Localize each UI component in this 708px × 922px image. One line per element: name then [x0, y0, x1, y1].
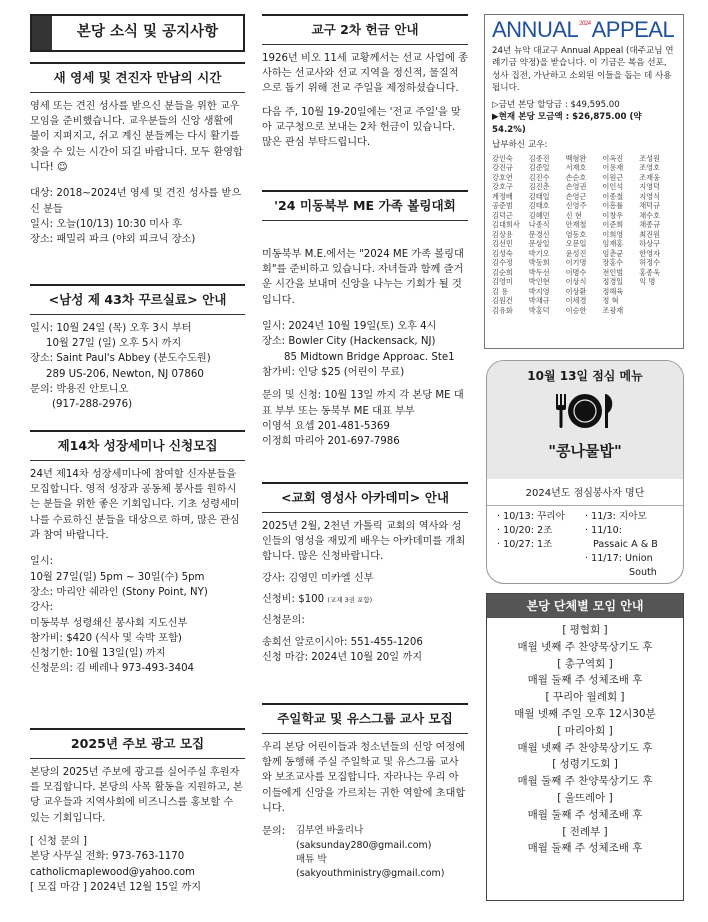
donor-name: 김 용 — [492, 286, 509, 296]
donor-name: 안재철 — [565, 220, 587, 230]
contact-line-2: (917-288-2976) — [52, 399, 133, 411]
inquiry-label: 문의: — [262, 826, 286, 838]
donor-name: 정해육 — [602, 286, 624, 296]
place-line-1: 장소: Saint Paul's Abbey (분도수도원) — [30, 353, 211, 365]
menu-header — [487, 361, 683, 479]
apply-line: 문의 및 신청: 10월 13일 까지 각 본당 ME 대표 부부 또는 동북부 ME 대표 부부 — [262, 390, 464, 417]
date-line-2: 10월 27일 (일) 오후 5시 까지 — [46, 338, 182, 350]
section-body: 우리 본당 어린이들과 청소년들의 신앙 여정에 함께 동행해 주실 주일학교 및 유스그룹 교사와 보조교사를 모집합니다. 자라나는 우리 아이들에게 신앙을 가르치는 귀한 역할에 초대합니다. — [262, 741, 466, 815]
contact-block — [262, 824, 468, 881]
contact-line-1: 문의: 박용진 안토니오 — [30, 384, 129, 396]
annual-appeal-logo — [492, 19, 676, 41]
section-bulletin-ad — [30, 728, 245, 895]
donor-name: 이원근 — [602, 172, 624, 182]
donor-name: 박지영 — [528, 286, 550, 296]
group-time: 매월 넷째 주일 오후 12시30분 — [514, 707, 656, 720]
section-second-collection — [262, 14, 468, 151]
donor-name: 김유화 — [492, 305, 513, 315]
contact-2-name: 매튜 박 — [296, 853, 327, 865]
donor-name: 임춘균 — [602, 248, 624, 258]
donor-name: 김원건 — [492, 296, 513, 306]
group-time: 매월 둘째 주 성체조배 후 — [527, 808, 643, 821]
donor-name — [639, 296, 676, 306]
menu-title: 10월 13일 점심 메뉴 — [527, 369, 643, 383]
donor-name: 이명수 — [565, 267, 587, 277]
section-title: 2025년 주보 광고 모집 — [30, 730, 245, 759]
volunteer-item: · 11/10: — [585, 524, 622, 536]
section-body: 24년 제14차 성장세미나에 참여할 신자분들을 모집합니다. 영적 성장과 공동체 봉사를 원하시는 분들을 위한 좋은 기회입니다. 기초 성령세미나를 수료하신 분들을 대상으로 하며, 많은 관심과 참여 바랍니다. — [30, 468, 240, 542]
date-line-1: 일시: 10월 24일 (목) 오후 3시 부터 — [30, 322, 192, 334]
donor-name: 문상일 — [528, 239, 550, 249]
section-title: 교구 2차 헌금 안내 — [262, 16, 468, 45]
contact-2: 이정희 마리아 201-697-7986 — [262, 436, 400, 448]
donor-name: 강호연 — [492, 172, 513, 182]
date-line: 일시: 오늘(10/13) 10:30 미사 후 — [30, 218, 182, 230]
donor-name: 이흥률 — [602, 201, 624, 211]
deadline-line: 신청 마감: 2024년 10월 20일 까지 — [262, 651, 423, 663]
email-line[interactable]: catholicmaplewood@yahoo.com — [30, 866, 195, 878]
donor-name: 김혜민 — [528, 210, 550, 220]
donor-name: 백형완 — [565, 153, 587, 163]
speaker-line: 미동북부 성령쇄신 봉사회 지도신부 — [30, 617, 188, 629]
donor-name: 박동희 — [528, 258, 550, 268]
donor-name: 김종진 — [528, 153, 550, 163]
donor-name: 이준희 — [602, 220, 624, 230]
group-name: [ 꾸리아 월례회 ] — [545, 691, 625, 704]
section-body: 2025년 2월, 2천년 가톨릭 교회의 역사와 성인들의 영성을 재밌게 배우는 아카데미를 개최합니다. 많은 신청바랍니다. — [262, 520, 466, 563]
donor-name: 전인범 — [602, 267, 624, 277]
donor-name: 공준범 — [492, 201, 513, 211]
group-time: 매월 둘째 주 성체조배 후 — [527, 842, 643, 855]
donor-name: 김성숙 — [492, 248, 513, 258]
volunteer-label: 2024년도 점심봉사자 명단 — [487, 479, 683, 506]
donor-name: 김수정 — [492, 258, 513, 268]
donor-name: 장홍수 — [602, 258, 624, 268]
donor-name: 서재호 — [565, 163, 587, 173]
volunteer-right-list — [585, 510, 673, 580]
volunteer-item: · 11/3: 지아모 — [585, 511, 647, 522]
donor-name: 한영자 — [639, 248, 661, 258]
group-name: [ 전례부 ] — [562, 825, 608, 838]
group-time: 매월 둘째 주 찬양묵상기도 후 — [517, 775, 653, 788]
donor-name: 김태일 — [528, 191, 550, 201]
volunteer-item: · 10/13: 꾸리아 — [497, 511, 565, 522]
donor-name: 윤성진 — [565, 248, 587, 258]
fee-value: $100 — [298, 594, 325, 606]
fee-line: 참가비: $420 (식사 및 숙박 포함) — [30, 632, 182, 644]
date-line: 10월 27일(일) 5pm ~ 30일(수) 5pm — [30, 571, 205, 583]
deadline-line: 신청기한: 10월 13일(일) 까지 — [30, 648, 166, 660]
donor-name: 박두선 — [528, 267, 550, 277]
donor-name — [639, 306, 676, 316]
inquiry-line: 송희선 알로이시아: 551-455-1206 — [262, 636, 423, 648]
donor-name: 손순호 — [565, 172, 587, 182]
appeal-goal: ▷금년 본당 할당금 : $49,595.00 — [492, 99, 620, 110]
group-list — [487, 618, 683, 857]
section-cursillo — [30, 284, 245, 413]
section-bowling — [262, 190, 468, 449]
inquiry-line: 신청문의: 김 베레나 973-493-3404 — [30, 663, 195, 675]
group-time: 매월 둘째 주 성체조배 후 — [527, 674, 643, 687]
donor-name: 조재웅 — [639, 172, 661, 182]
logo-year: 2024 — [579, 21, 591, 27]
donor-name: 정경일 — [602, 277, 624, 287]
section-title: 주일학교 및 유스그룹 교사 모집 — [262, 705, 468, 734]
donor-name: 이종철 — [602, 191, 624, 201]
fee-label: 신청비: — [262, 594, 295, 606]
place-line: 장소: 마리안 쉐라인 (Stony Point, NY) — [30, 586, 208, 598]
fee-note: (교재 3권 포함) — [327, 596, 373, 605]
phone-line: 본당 사무실 전화: 973-763-1170 — [30, 851, 185, 863]
group-time: 매월 넷째 주 찬양묵상기도 후 — [517, 640, 653, 653]
donor-name — [639, 287, 676, 297]
group-time: 매월 넷째 주 찬양묵상기도 후 — [517, 741, 653, 754]
section-body: 미동북부 M.E.에서는 "2024 ME 가족 볼링대회"를 준비하고 있습니다. 자녀들과 함께 즐거운 시간을 보내며 신앙을 나누는 기회가 될 것입니다. — [262, 248, 464, 306]
donor-name: 채종규 — [639, 220, 661, 230]
lunch-menu-box — [486, 360, 684, 584]
donor-name: 김상용 — [492, 229, 513, 239]
donor-name: 계정배 — [492, 191, 513, 201]
contact-1: 이영석 요셉 201-481-5369 — [262, 420, 390, 432]
speaker-line: 강사: 김영민 미카엘 신부 — [262, 572, 374, 584]
place-line-1: 장소: Bowler City (Hackensack, NJ) — [262, 336, 436, 348]
section-new-baptized — [30, 62, 245, 248]
donor-name: 박채규 — [528, 296, 550, 306]
donor-name: 이세경 — [565, 296, 587, 306]
date-line: 일시: 2024년 10월 19일(토) 오후 4시 — [262, 321, 437, 333]
deadline-line: [ 모집 마감 ] 2024년 12월 15일 까지 — [30, 881, 202, 893]
donor-name: 이창우 — [602, 210, 624, 220]
donor-name: 지영식 — [639, 191, 661, 201]
section-title: 새 영세 및 견진자 만남의 시간 — [30, 64, 245, 93]
donor-name: 조영호 — [639, 163, 661, 173]
donor-name: 이희영 — [602, 229, 624, 239]
donors-label: 납부하신 교우: — [492, 140, 548, 151]
donor-name: 임재홍 — [602, 239, 624, 249]
target-line: 대상: 2018~2024년 영세 및 견진 성사를 받으신 분들 — [30, 188, 242, 215]
volunteer-item: · 10/20: 2조 — [497, 524, 553, 536]
donor-name: 강진규 — [492, 163, 513, 173]
section-body: 영세 또는 견진 성사를 받으신 분들을 위한 교우 모임을 준비했습니다. 교우분들의 신앙 생활에 불이 지펴지고, 쉬고 계신 분들께는 다시 활기를 찾을 수 있는 시간이 되길 바랍니다. 모두 환영합니다! ☺ — [30, 100, 243, 174]
donor-name: 김덕근 — [492, 210, 513, 220]
donor-name: 신영주 — [565, 201, 587, 211]
place-line: 장소: 패밀리 파크 (야외 피크닉 장소) — [30, 234, 196, 246]
volunteer-item: South — [629, 566, 657, 578]
section-academy — [262, 482, 468, 665]
donor-name: 익 명 — [639, 277, 656, 287]
volunteer-item: Passaic A & B — [593, 538, 658, 550]
volunteer-schedule — [487, 506, 683, 584]
donor-name: 강인숙 — [492, 153, 513, 163]
inquiry-label: 신청문의: — [262, 615, 305, 627]
donor-name: 조성원 — [639, 153, 661, 163]
dining-icon — [548, 391, 622, 431]
donor-name: 염동호 — [565, 229, 587, 239]
group-name: [ 성령기도회 ] — [552, 758, 618, 771]
donor-name: 채덕규 — [639, 201, 661, 211]
group-name: [ 총구역회 ] — [557, 657, 613, 670]
contact-2-email[interactable]: (sakyouthministry@gmail.com) — [296, 868, 445, 880]
section-title: <남성 제 43차 꾸르실료> 안내 — [30, 286, 245, 315]
donor-name: 김태호 — [528, 201, 550, 211]
donor-name: 손영권 — [565, 182, 587, 192]
section-teacher-recruit — [262, 703, 468, 881]
donor-name: 오문일 — [565, 239, 587, 249]
section-seminar — [30, 430, 245, 677]
page-title: 본당 소식 및 공지사항 — [76, 24, 219, 41]
volunteer-item: · 11/17: Union — [585, 552, 653, 564]
donor-name: 나종식 — [528, 220, 550, 230]
donor-name: 홍종욱 — [639, 267, 661, 277]
donor-name: 이인석 — [602, 182, 624, 192]
inquiry-label: [ 신청 문의 ] — [30, 836, 88, 848]
donor-name: 허정수 — [639, 258, 661, 268]
donor-name: 이옥진 — [602, 153, 624, 163]
group-name: [ 마리아회 ] — [557, 724, 613, 737]
appeal-current: ▶현재 본당 모금액 : $26,875.00 (약 54.2%) — [492, 112, 642, 135]
main-title-box — [30, 14, 245, 52]
groups-title: 본당 단체별 모임 안내 — [487, 594, 683, 618]
paragraph-2: 다음 주, 10월 19-20일에는 '전교 주일'을 맞아 교구청으로 보내는 2차 헌금이 있습니다. 많은 관심 부탁드립니다. — [262, 106, 461, 149]
donor-name: 이용재 — [602, 163, 624, 173]
donor-name: 정 혁 — [602, 296, 619, 306]
donor-name: 이상환 — [565, 286, 587, 296]
donor-name: 지영덕 — [639, 182, 661, 192]
group-name: [ 평협회 ] — [562, 624, 608, 636]
donor-name: 김선민 — [492, 239, 513, 249]
logo-appeal: APPEAL — [591, 17, 675, 42]
donor-name: 손영근 — [565, 191, 587, 201]
donor-name: 이승한 — [565, 305, 587, 315]
donor-name: 강호구 — [492, 182, 513, 192]
section-title: <교회 영성사 아카데미> 안내 — [262, 484, 468, 513]
group-name: [ 울뜨레아 ] — [557, 791, 613, 804]
donor-name: 김진수 — [528, 172, 550, 182]
place-line-2: 289 US-206, Newton, NJ 07860 — [46, 368, 204, 380]
paragraph-1: 1926년 비오 11세 교황께서는 선교 사업에 종사하는 선교사와 선교 지역을 정신적, 물질적으로 돕기 위해 전교 주일을 제정하셨습니다. — [262, 52, 468, 95]
section-title: '24 미동북부 ME 가족 볼링대회 — [262, 192, 468, 221]
volunteer-left-list — [497, 510, 585, 580]
section-body: 본당의 2025년 주보에 광고를 실어주실 후원자를 모집합니다. 본당의 사목 활동을 지원하고, 본당 교우들과 지역사회에 비즈니스를 홍보할 수 있는 기회입니다. — [30, 766, 243, 824]
date-label: 일시: — [30, 556, 54, 568]
logo-annual: ANNUAL — [492, 17, 579, 42]
fee-row — [262, 592, 468, 607]
contact-1-email[interactable]: (saksunday280@gmail.com) — [296, 839, 432, 851]
speaker-label: 강사: — [30, 602, 54, 614]
volunteer-item: · 10/27: 1조 — [497, 538, 553, 550]
contact-1-name: 김부연 바울리나 — [296, 825, 364, 837]
donor-name: 김순희 — [492, 267, 513, 277]
donor-name: 김진춘 — [528, 182, 550, 192]
place-line-2: 85 Midtown Bridge Approac. Ste1 — [284, 351, 455, 363]
donor-name: 김영미 — [492, 277, 513, 287]
donor-name: 김대희사 — [492, 220, 520, 230]
fee-line: 참가비: 인당 $25 (어린이 무료) — [262, 366, 405, 378]
donor-name: 이상식 — [565, 277, 587, 287]
donor-name: 김준일 — [528, 163, 550, 173]
donor-name: 하상구 — [639, 239, 661, 249]
appeal-description: 24년 뉴악 대교구 Annual Appeal (대주교님 연례기금 약정)을 받습니다. 이 기금은 복음 선포, 성사 집전, 가난하고 소외된 이들을 돕는 데 사용됩니다. — [492, 46, 674, 94]
donor-name: 박홍덕 — [528, 305, 550, 315]
donor-name: 박기오 — [528, 248, 550, 258]
group-meetings-box — [486, 593, 684, 901]
donor-name: 신 현 — [565, 210, 582, 220]
section-title: 제14차 성장세미나 신청모집 — [30, 432, 245, 461]
donor-list — [492, 154, 676, 316]
donor-name: 문경신 — [528, 229, 550, 239]
annual-appeal-box — [484, 14, 684, 349]
donor-name: 최진원 — [639, 229, 661, 239]
donor-name: 채수호 — [639, 210, 661, 220]
donor-name: 조광재 — [602, 305, 624, 315]
menu-dish: "콩나물밥" — [548, 442, 622, 461]
donor-name: 박인현 — [528, 277, 550, 287]
title-accent-bar — [32, 16, 52, 50]
donor-name: 이기명 — [565, 258, 587, 268]
